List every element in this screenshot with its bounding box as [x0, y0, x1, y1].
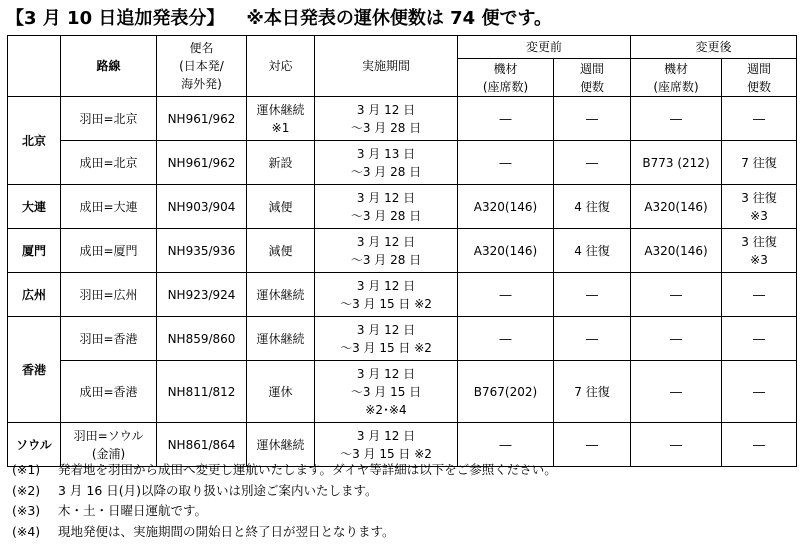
before-aircraft-cell: ―: [458, 273, 554, 317]
before-weekly-cell: ―: [554, 273, 631, 317]
table-row: [8, 273, 797, 317]
footnote: [12, 522, 792, 543]
city-cell: 北京: [8, 97, 61, 185]
route-cell: 羽田=ソウル (金浦): [61, 423, 157, 467]
footnote-text: 発着地を羽田から成田へ変更し運航いたします。ダイヤ等詳細は以下をご参照ください。: [58, 462, 557, 477]
footnote-mark: (※3): [12, 503, 41, 518]
after-weekly-cell: ―: [722, 97, 797, 141]
title-left: 【3 月 10 日追加発表分】: [6, 8, 225, 29]
before-aircraft-cell: A320(146): [458, 229, 554, 273]
header-row-top: [8, 36, 797, 59]
route-cell: 成田=香港: [61, 361, 157, 423]
footnote: [12, 501, 792, 522]
before-aircraft-cell: ―: [458, 423, 554, 467]
header-route: 路線: [61, 36, 157, 97]
action-cell: 運休継続 ※1: [247, 97, 315, 141]
after-aircraft-cell: ―: [631, 97, 722, 141]
before-aircraft-cell: ―: [458, 317, 554, 361]
flight-cell: NH923/924: [157, 273, 247, 317]
flight-cell: NH961/962: [157, 141, 247, 185]
header-city: [8, 36, 61, 97]
header-period: 実施期間: [315, 36, 458, 97]
footnote-text: 3 月 16 日(月)以降の取り扱いは別途ご案内いたします。: [58, 482, 378, 498]
before-weekly-cell: ―: [554, 141, 631, 185]
action-cell: 運休: [247, 361, 315, 423]
action-cell: 減便: [247, 229, 315, 273]
after-aircraft-cell: A320(146): [631, 185, 722, 229]
footnote-text: 木・土・日曜日運航です。: [58, 503, 208, 518]
footnote: [12, 481, 792, 502]
after-weekly-cell: 7 往復: [722, 141, 797, 185]
route-cell: 成田=大連: [61, 185, 157, 229]
footnote-mark: (※2): [12, 482, 41, 498]
after-aircraft-cell: ―: [631, 273, 722, 317]
before-weekly-cell: 4 往復: [554, 185, 631, 229]
header-flight: 便名 (日本発/ 海外発): [157, 36, 247, 97]
header-before: 変更前: [458, 36, 631, 59]
footnote-text: 現地発便は、実施期間の開始日と終了日が翌日となります。: [58, 523, 395, 539]
city-cell: ソウル: [8, 423, 61, 467]
title-right: ※本日発表の運休便数は 74 便です。: [246, 8, 553, 29]
route-cell: 羽田=広州: [61, 273, 157, 317]
after-aircraft-cell: B773 (212): [631, 141, 722, 185]
after-weekly-cell: 3 往復 ※3: [722, 185, 797, 229]
period-cell: 3 月 12 日 ～3 月 28 日: [315, 229, 458, 273]
table-row: [8, 361, 797, 423]
table-row: [8, 141, 797, 185]
table-row: [8, 97, 797, 141]
flight-cell: NH961/962: [157, 97, 247, 141]
header-after: 変更後: [631, 36, 797, 59]
table-row: [8, 185, 797, 229]
city-cell: 大連: [8, 185, 61, 229]
before-weekly-cell: ―: [554, 317, 631, 361]
before-aircraft-cell: ―: [458, 97, 554, 141]
action-cell: 運休継続: [247, 317, 315, 361]
city-cell: 香港: [8, 317, 61, 423]
period-cell: 3 月 12 日 ～3 月 28 日: [315, 97, 458, 141]
page-title: [6, 4, 796, 34]
after-aircraft-cell: ―: [631, 423, 722, 467]
footnotes: [12, 460, 792, 542]
period-cell: 3 月 13 日 ～3 月 28 日: [315, 141, 458, 185]
city-cell: 厦門: [8, 229, 61, 273]
before-weekly-cell: ―: [554, 97, 631, 141]
period-cell: 3 月 12 日 ～3 月 15 日 ※2･※4: [315, 361, 458, 423]
after-weekly-cell: 3 往復 ※3: [722, 229, 797, 273]
route-cell: 成田=北京: [61, 141, 157, 185]
after-weekly-cell: ―: [722, 423, 797, 467]
route-cell: 成田=厦門: [61, 229, 157, 273]
footnote-mark: (※1): [12, 462, 41, 477]
period-cell: 3 月 12 日 ～3 月 15 日 ※2: [315, 423, 458, 467]
flight-cell: NH811/812: [157, 361, 247, 423]
period-cell: 3 月 12 日 ～3 月 15 日 ※2: [315, 317, 458, 361]
period-cell: 3 月 12 日 ～3 月 15 日 ※2: [315, 273, 458, 317]
after-weekly-cell: ―: [722, 273, 797, 317]
table-row: [8, 229, 797, 273]
after-aircraft-cell: ―: [631, 317, 722, 361]
action-cell: 運休継続: [247, 273, 315, 317]
flight-cell: NH859/860: [157, 317, 247, 361]
header-before-weekly: 週間 便数: [554, 59, 631, 97]
before-aircraft-cell: ―: [458, 141, 554, 185]
city-cell: 広州: [8, 273, 61, 317]
table-row: [8, 317, 797, 361]
before-aircraft-cell: B767(202): [458, 361, 554, 423]
before-weekly-cell: 7 往復: [554, 361, 631, 423]
period-cell: 3 月 12 日 ～3 月 28 日: [315, 185, 458, 229]
header-after-weekly: 週間 便数: [722, 59, 797, 97]
before-aircraft-cell: A320(146): [458, 185, 554, 229]
after-aircraft-cell: ―: [631, 361, 722, 423]
action-cell: 運休継続: [247, 423, 315, 467]
route-cell: 羽田=香港: [61, 317, 157, 361]
header-action: 対応: [247, 36, 315, 97]
action-cell: 新設: [247, 141, 315, 185]
after-weekly-cell: ―: [722, 361, 797, 423]
before-weekly-cell: ―: [554, 423, 631, 467]
action-cell: 減便: [247, 185, 315, 229]
after-aircraft-cell: A320(146): [631, 229, 722, 273]
route-cell: 羽田=北京: [61, 97, 157, 141]
suspension-table: [7, 35, 797, 467]
header-after-aircraft: 機材 (座席数): [631, 59, 722, 97]
flight-cell: NH903/904: [157, 185, 247, 229]
footnote: [12, 460, 792, 481]
footnote-mark: (※4): [12, 523, 41, 539]
flight-cell: NH935/936: [157, 229, 247, 273]
flight-cell: NH861/864: [157, 423, 247, 467]
before-weekly-cell: 4 往復: [554, 229, 631, 273]
header-before-aircraft: 機材 (座席数): [458, 59, 554, 97]
after-weekly-cell: ―: [722, 317, 797, 361]
